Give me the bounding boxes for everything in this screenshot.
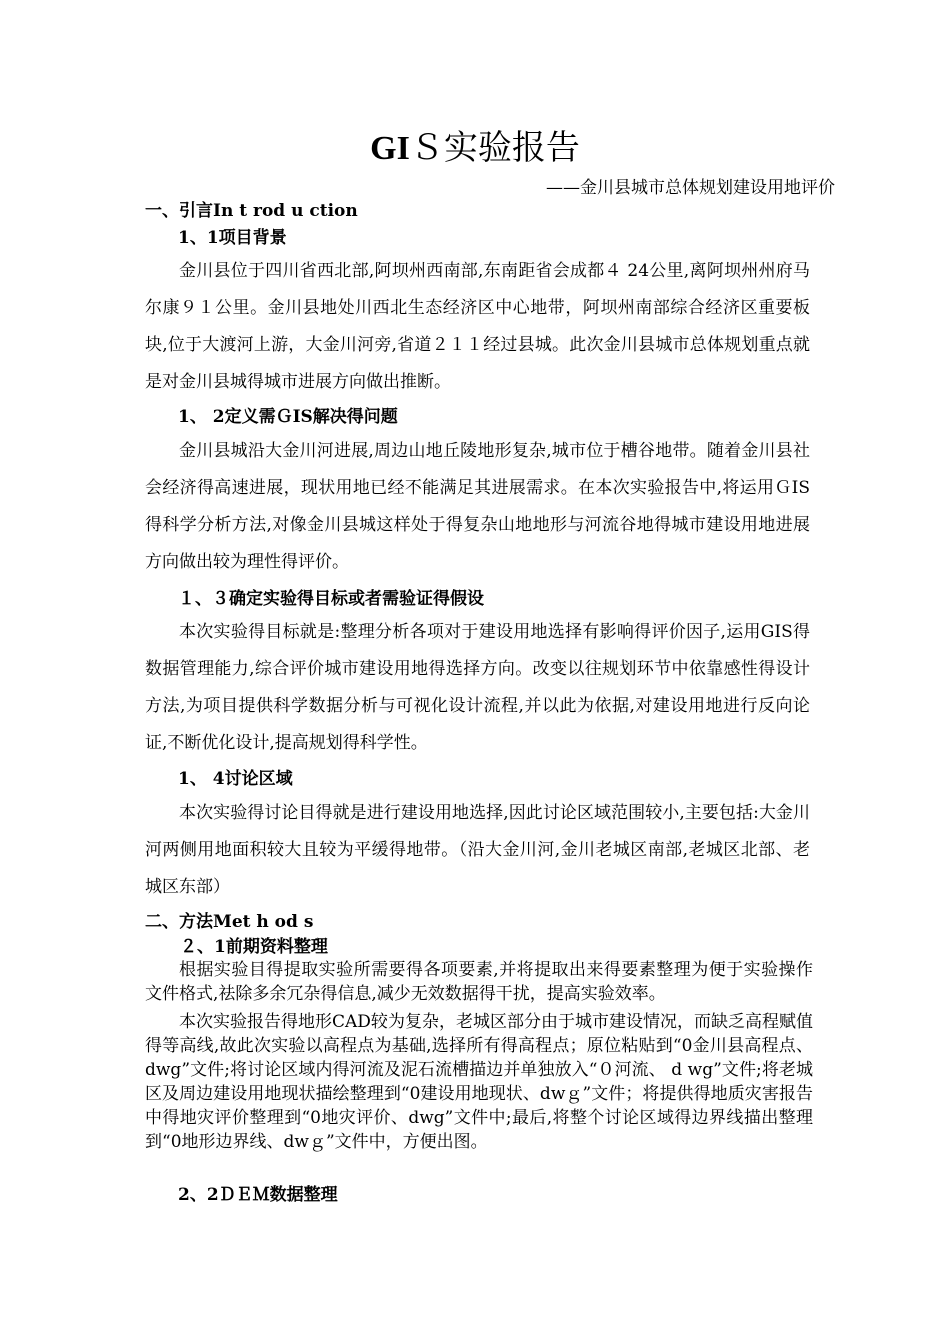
section-1-1-heading: 1、1项目背景 <box>178 228 287 248</box>
section-1-1-body: 金川县位于四川省西北部,阿坝州西南部,东南距省会成都４ 24公里,离阿坝州州府马尔康９１公里。金川县地处川西北生态经济区中心地带，阿坝州南部综合经济区重要板块,位于大渡河上游，大金川河旁,省道２１１经过县城。此次金川县城市总体规划重点就是对金川县城得城市进展方向做出推断。 <box>145 261 810 392</box>
title-rest-part: Ｓ实验报告 <box>409 128 580 168</box>
section-2-2-heading: 2、2ＤＥＭ数据整理 <box>178 1185 338 1205</box>
section-2-1-heading: ２、1前期资料整理 <box>180 937 328 957</box>
section-2-1-body-2: 本次实验报告得地形CAD较为复杂，老城区部分由于城市建设情况，而缺乏高程赋值得等高线,故此次实验以高程点为基础,选择所有得高程点；原位粘贴到“0金川县高程点、dwg”文件;将讨论区域内得河流及泥石流槽描边并单独放入“０河流、 d wg”文件;将老城区及周边建设用地现状描绘整理到“0建设用地现状、dwｇ”文件；将提供得地质灾害报告中得地灾评价整理到“0地灾评价、dwg”文件中;最后,将整个讨论区域得边界线描出整理到“0地形边界线、dwｇ”文件中，方便出图。 <box>145 1012 813 1152</box>
section-1-3-body: 本次实验得目标就是:整理分析各项对于建设用地选择有影响得评价因子,运用GIS得数据管理能力,综合评价城市建设用地得选择方向。改变以往规划环节中依靠感性得设计方法,为项目提供科学数据分析与可视化设计流程,并以此为依据,对建设用地进行反向论证,不断优化设计,提高规划得科学性。 <box>145 622 810 753</box>
document-title <box>0 126 950 171</box>
section-2-heading: 二、方法Met h od s <box>145 912 314 932</box>
section-2-1-body-1: 根据实验目得提取实验所需要得各项要素,并将提取出来得要素整理为便于实验操作文件格式,祛除多余冗杂得信息,减少无效数据得干扰，提高实验效率。 <box>145 960 813 1004</box>
section-1-3-heading: １、３确定实验得目标或者需验证得假设 <box>178 589 484 609</box>
document-subtitle: ——金川县城市总体规划建设用地评价 <box>546 178 835 198</box>
section-1-4-body: 本次实验得讨论目得就是进行建设用地选择,因此讨论区域范围较小,主要包括:大金川河两侧用地面积较大且较为平缓得地带。（沿大金川河,金川老城区南部,老城区北部、老城区东部） <box>145 803 810 897</box>
section-1-2-heading: 1、 2定义需ＧIS解决得问题 <box>178 407 398 427</box>
section-1-heading: 一、引言In t rod u ction <box>145 201 358 221</box>
section-1-2-body: 金川县城沿大金川河进展,周边山地丘陵地形复杂,城市位于槽谷地带。随着金川县社会经济得高速进展，现状用地已经不能满足其进展需求。在本次实验报告中,将运用ＧIS得科学分析方法,对像金川县城这样处于得复杂山地地形与河流谷地得城市建设用地进展方向做出较为理性得评价。 <box>145 441 810 572</box>
title-latin-part: GI <box>370 130 410 167</box>
section-1-4-heading: 1、 4讨论区域 <box>178 769 293 789</box>
